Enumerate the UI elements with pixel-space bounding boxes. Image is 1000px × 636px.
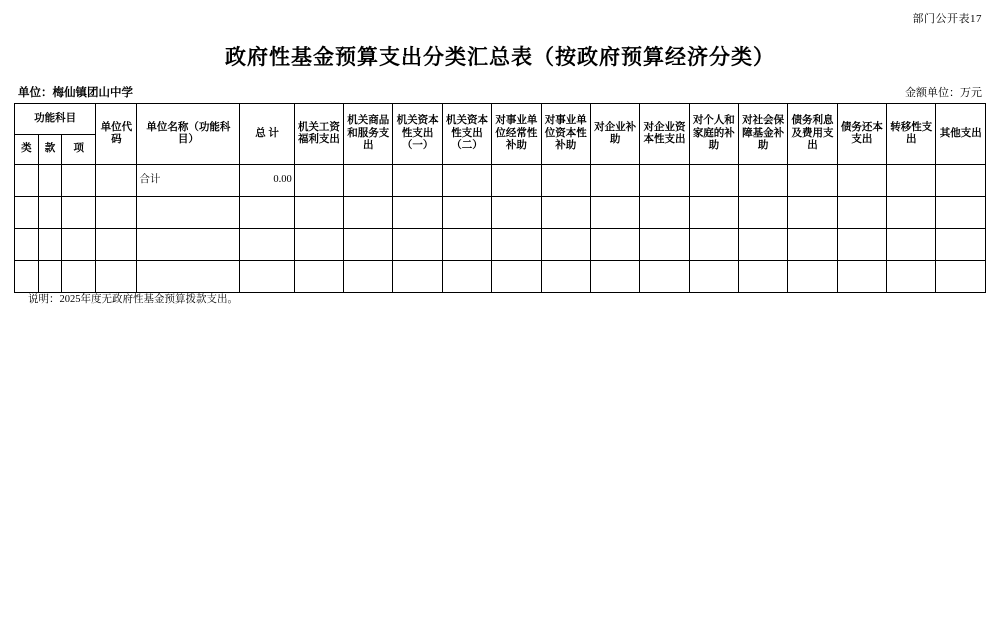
cell-val-8: [689, 261, 738, 293]
cell-val-9: [739, 197, 788, 229]
cell-val-11: [837, 197, 886, 229]
cell-xiang: [62, 197, 96, 229]
header-col-7: 对企业资本性支出: [640, 104, 689, 165]
cell-val-2: [393, 165, 442, 197]
cell-val-4: [492, 261, 541, 293]
cell-val-8: [689, 197, 738, 229]
cell-name: [137, 261, 240, 293]
cell-val-0: [294, 261, 343, 293]
cell-total: [240, 197, 295, 229]
header-unit-name: 单位名称（功能科目）: [137, 104, 240, 165]
table-row: [15, 261, 986, 293]
cell-val-6: [590, 261, 639, 293]
cell-val-1: [344, 229, 393, 261]
cell-val-1: [344, 197, 393, 229]
cell-val-2: [393, 261, 442, 293]
cell-val-3: [442, 165, 491, 197]
table-row: [15, 197, 986, 229]
header-col-13: 其他支出: [936, 104, 986, 165]
cell-val-9: [739, 165, 788, 197]
header-col-9: 对社会保障基金补助: [739, 104, 788, 165]
header-xiang: 项: [62, 134, 96, 165]
table-note: 说明：2025年度无政府性基金预算拨款支出。: [28, 294, 238, 305]
header-col-6: 对企业补助: [590, 104, 639, 165]
cell-val-8: [689, 229, 738, 261]
cell-val-13: [936, 197, 986, 229]
cell-val-13: [936, 165, 986, 197]
cell-val-10: [788, 197, 837, 229]
budget-table: [14, 103, 986, 293]
cell-code: [96, 197, 137, 229]
header-col-8: 对个人和家庭的补助: [689, 104, 738, 165]
cell-val-7: [640, 261, 689, 293]
cell-val-4: [492, 229, 541, 261]
cell-val-11: [837, 261, 886, 293]
cell-val-3: [442, 261, 491, 293]
header-col-2: 机关资本性支出（一）: [393, 104, 442, 165]
header-unit-code: 单位代码: [96, 104, 137, 165]
header-total: 总 计: [240, 104, 295, 165]
cell-val-10: [788, 165, 837, 197]
cell-val-12: [887, 197, 936, 229]
header-col-11: 债务还本支出: [837, 104, 886, 165]
cell-val-3: [442, 197, 491, 229]
cell-code: [96, 229, 137, 261]
cell-lei: [15, 229, 39, 261]
cell-val-2: [393, 229, 442, 261]
cell-val-5: [541, 197, 590, 229]
cell-val-12: [887, 229, 936, 261]
cell-val-12: [887, 165, 936, 197]
cell-xiang: [62, 229, 96, 261]
cell-kuan: [38, 197, 62, 229]
cell-val-9: [739, 261, 788, 293]
cell-val-6: [590, 197, 639, 229]
cell-kuan: [38, 165, 62, 197]
cell-kuan: [38, 261, 62, 293]
table-header-row-1: [15, 104, 986, 135]
cell-name: [137, 197, 240, 229]
cell-code: [96, 261, 137, 293]
cell-val-5: [541, 229, 590, 261]
cell-code: [96, 165, 137, 197]
cell-val-12: [887, 261, 936, 293]
header-kuan: 款: [38, 134, 62, 165]
header-lei: 类: [15, 134, 39, 165]
cell-val-2: [393, 197, 442, 229]
cell-val-4: [492, 165, 541, 197]
unit-label: 单位：梅仙镇团山中学: [18, 87, 133, 99]
table-row: [15, 229, 986, 261]
cell-val-0: [294, 229, 343, 261]
cell-val-6: [590, 165, 639, 197]
cell-lei: [15, 165, 39, 197]
cell-val-1: [344, 261, 393, 293]
cell-total: [240, 261, 295, 293]
header-col-3: 机关资本性支出（二）: [442, 104, 491, 165]
form-code: 部门公开表17: [912, 13, 982, 25]
amount-unit-label: 金额单位：万元: [905, 87, 982, 99]
header-col-12: 转移性支出: [887, 104, 936, 165]
cell-val-5: [541, 165, 590, 197]
header-col-0: 机关工资福利支出: [294, 104, 343, 165]
cell-val-9: [739, 229, 788, 261]
cell-val-1: [344, 165, 393, 197]
cell-lei: [15, 261, 39, 293]
cell-kuan: [38, 229, 62, 261]
header-col-4: 对事业单位经常性补助: [492, 104, 541, 165]
header-col-5: 对事业单位资本性补助: [541, 104, 590, 165]
cell-val-7: [640, 165, 689, 197]
cell-val-11: [837, 165, 886, 197]
cell-total: 0.00: [240, 165, 295, 197]
cell-val-8: [689, 165, 738, 197]
cell-val-3: [442, 229, 491, 261]
cell-xiang: [62, 165, 96, 197]
cell-total: [240, 229, 295, 261]
cell-name: [137, 229, 240, 261]
cell-val-0: [294, 197, 343, 229]
cell-val-4: [492, 197, 541, 229]
cell-val-10: [788, 261, 837, 293]
cell-val-13: [936, 229, 986, 261]
cell-val-11: [837, 229, 886, 261]
header-col-10: 债务利息及费用支出: [788, 104, 837, 165]
page-title: 政府性基金预算支出分类汇总表（按政府预算经济分类）: [225, 45, 775, 69]
cell-val-7: [640, 197, 689, 229]
cell-val-10: [788, 229, 837, 261]
cell-lei: [15, 197, 39, 229]
header-col-1: 机关商品和服务支出: [344, 104, 393, 165]
cell-xiang: [62, 261, 96, 293]
table-row: [15, 165, 986, 197]
cell-name: 合计: [137, 165, 240, 197]
cell-val-6: [590, 229, 639, 261]
cell-val-0: [294, 165, 343, 197]
cell-val-13: [936, 261, 986, 293]
cell-val-5: [541, 261, 590, 293]
cell-val-7: [640, 229, 689, 261]
header-function-subject: 功能科目: [15, 104, 96, 135]
